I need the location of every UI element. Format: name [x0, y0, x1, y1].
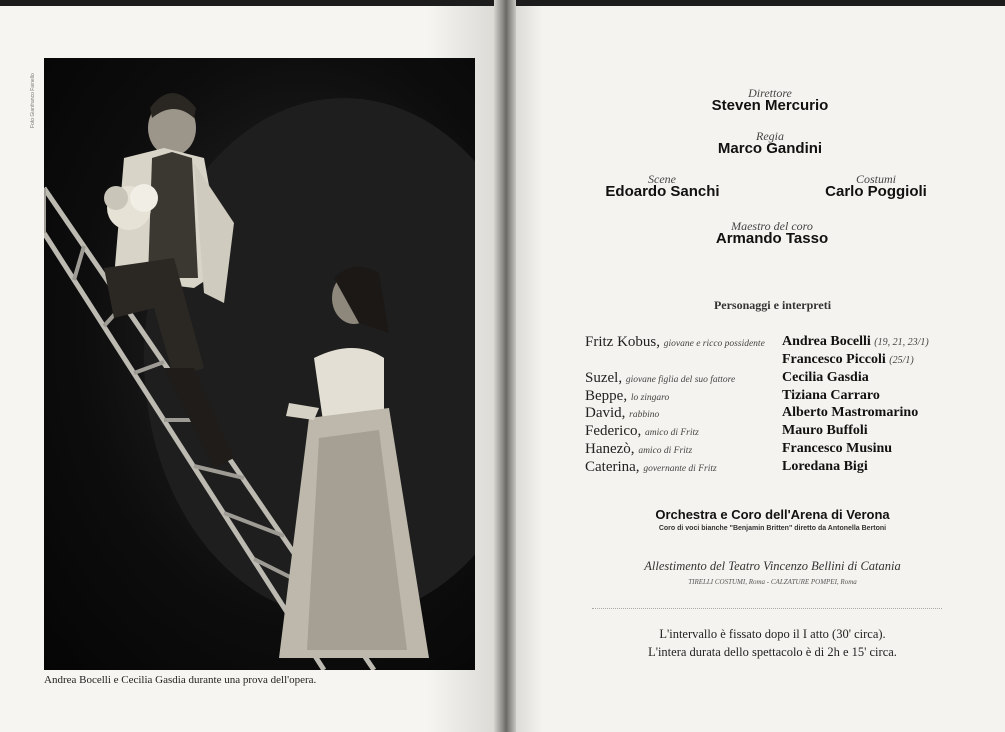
cast-character: Suzel, giovane figlia del suo fattore: [585, 370, 736, 386]
cast-character: Federico, amico di Fritz: [585, 423, 699, 439]
cast-actor: Tiziana Carraro: [782, 388, 880, 403]
director-name: Marco Gandini: [717, 140, 823, 157]
cast-actor: Cecilia Gasdia: [782, 370, 869, 385]
sets-role: Scene: [648, 172, 676, 186]
stage-photo: [44, 58, 475, 670]
children-choir: Coro di voci bianche "Benjamin Britten" diretto da Antonella Bertoni: [658, 525, 887, 532]
director-role: Regia: [756, 129, 784, 143]
cast-section-title: Personaggi e interpreti: [713, 298, 832, 312]
cast-actor: Mauro Buffoli: [782, 423, 868, 438]
cast-actor: Alberto Mastromarino: [782, 405, 919, 420]
cast-character: Beppe, lo zingaro: [585, 388, 670, 404]
conductor-name: Steven Mercurio: [711, 97, 829, 114]
cast-actor: Francesco Piccoli (25/1): [782, 352, 914, 367]
divider: [592, 608, 942, 609]
costumes-role: Costumi: [855, 172, 896, 186]
cast-character: Hanezò, amico di Fritz: [585, 441, 693, 457]
cast-actor: Andrea Bocelli (19, 21, 23/1): [782, 334, 929, 349]
conductor-role: Direttore: [748, 86, 792, 100]
cast-character: Fritz Kobus, giovane e ricco possidente: [585, 334, 765, 350]
stage-photo-illustration: [44, 58, 475, 670]
cast-character: David, rabbino: [585, 405, 660, 421]
chorus-master-role: Maestro del coro: [731, 219, 813, 233]
orchestra-title: Orchestra e Coro dell'Arena di Verona: [655, 507, 890, 522]
chorus-master-name: Armando Tasso: [715, 230, 829, 247]
photo-credit: Foto Gianfranco Fainello: [30, 73, 36, 128]
production-credits: TIRELLI COSTUMI, Roma - CALZATURE POMPEI, Roma: [688, 578, 857, 586]
cast-character: Caterina, governante di Fritz: [585, 459, 717, 475]
costumes-name: Carlo Poggioli: [825, 183, 927, 200]
left-page: [0, 6, 502, 732]
sets-name: Edoardo Sanchi: [605, 183, 720, 200]
right-page: [502, 6, 1005, 732]
book-gutter: [494, 0, 516, 732]
cast-actor: Loredana Bigi: [782, 459, 868, 474]
interval-note: L'intervallo è fissato dopo il I atto (30' circa).: [659, 627, 886, 641]
interval-notes: [520, 625, 1005, 661]
photo-caption: Andrea Bocelli e Cecilia Gasdia durante una prova dell'opera.: [44, 674, 317, 686]
production-title: Allestimento del Teatro Vincenzo Bellini di Catania: [644, 559, 901, 573]
cast-actor: Francesco Musinu: [782, 441, 893, 456]
duration-note: L'intera durata dello spettacolo è di 2h e 15' circa.: [648, 645, 897, 659]
